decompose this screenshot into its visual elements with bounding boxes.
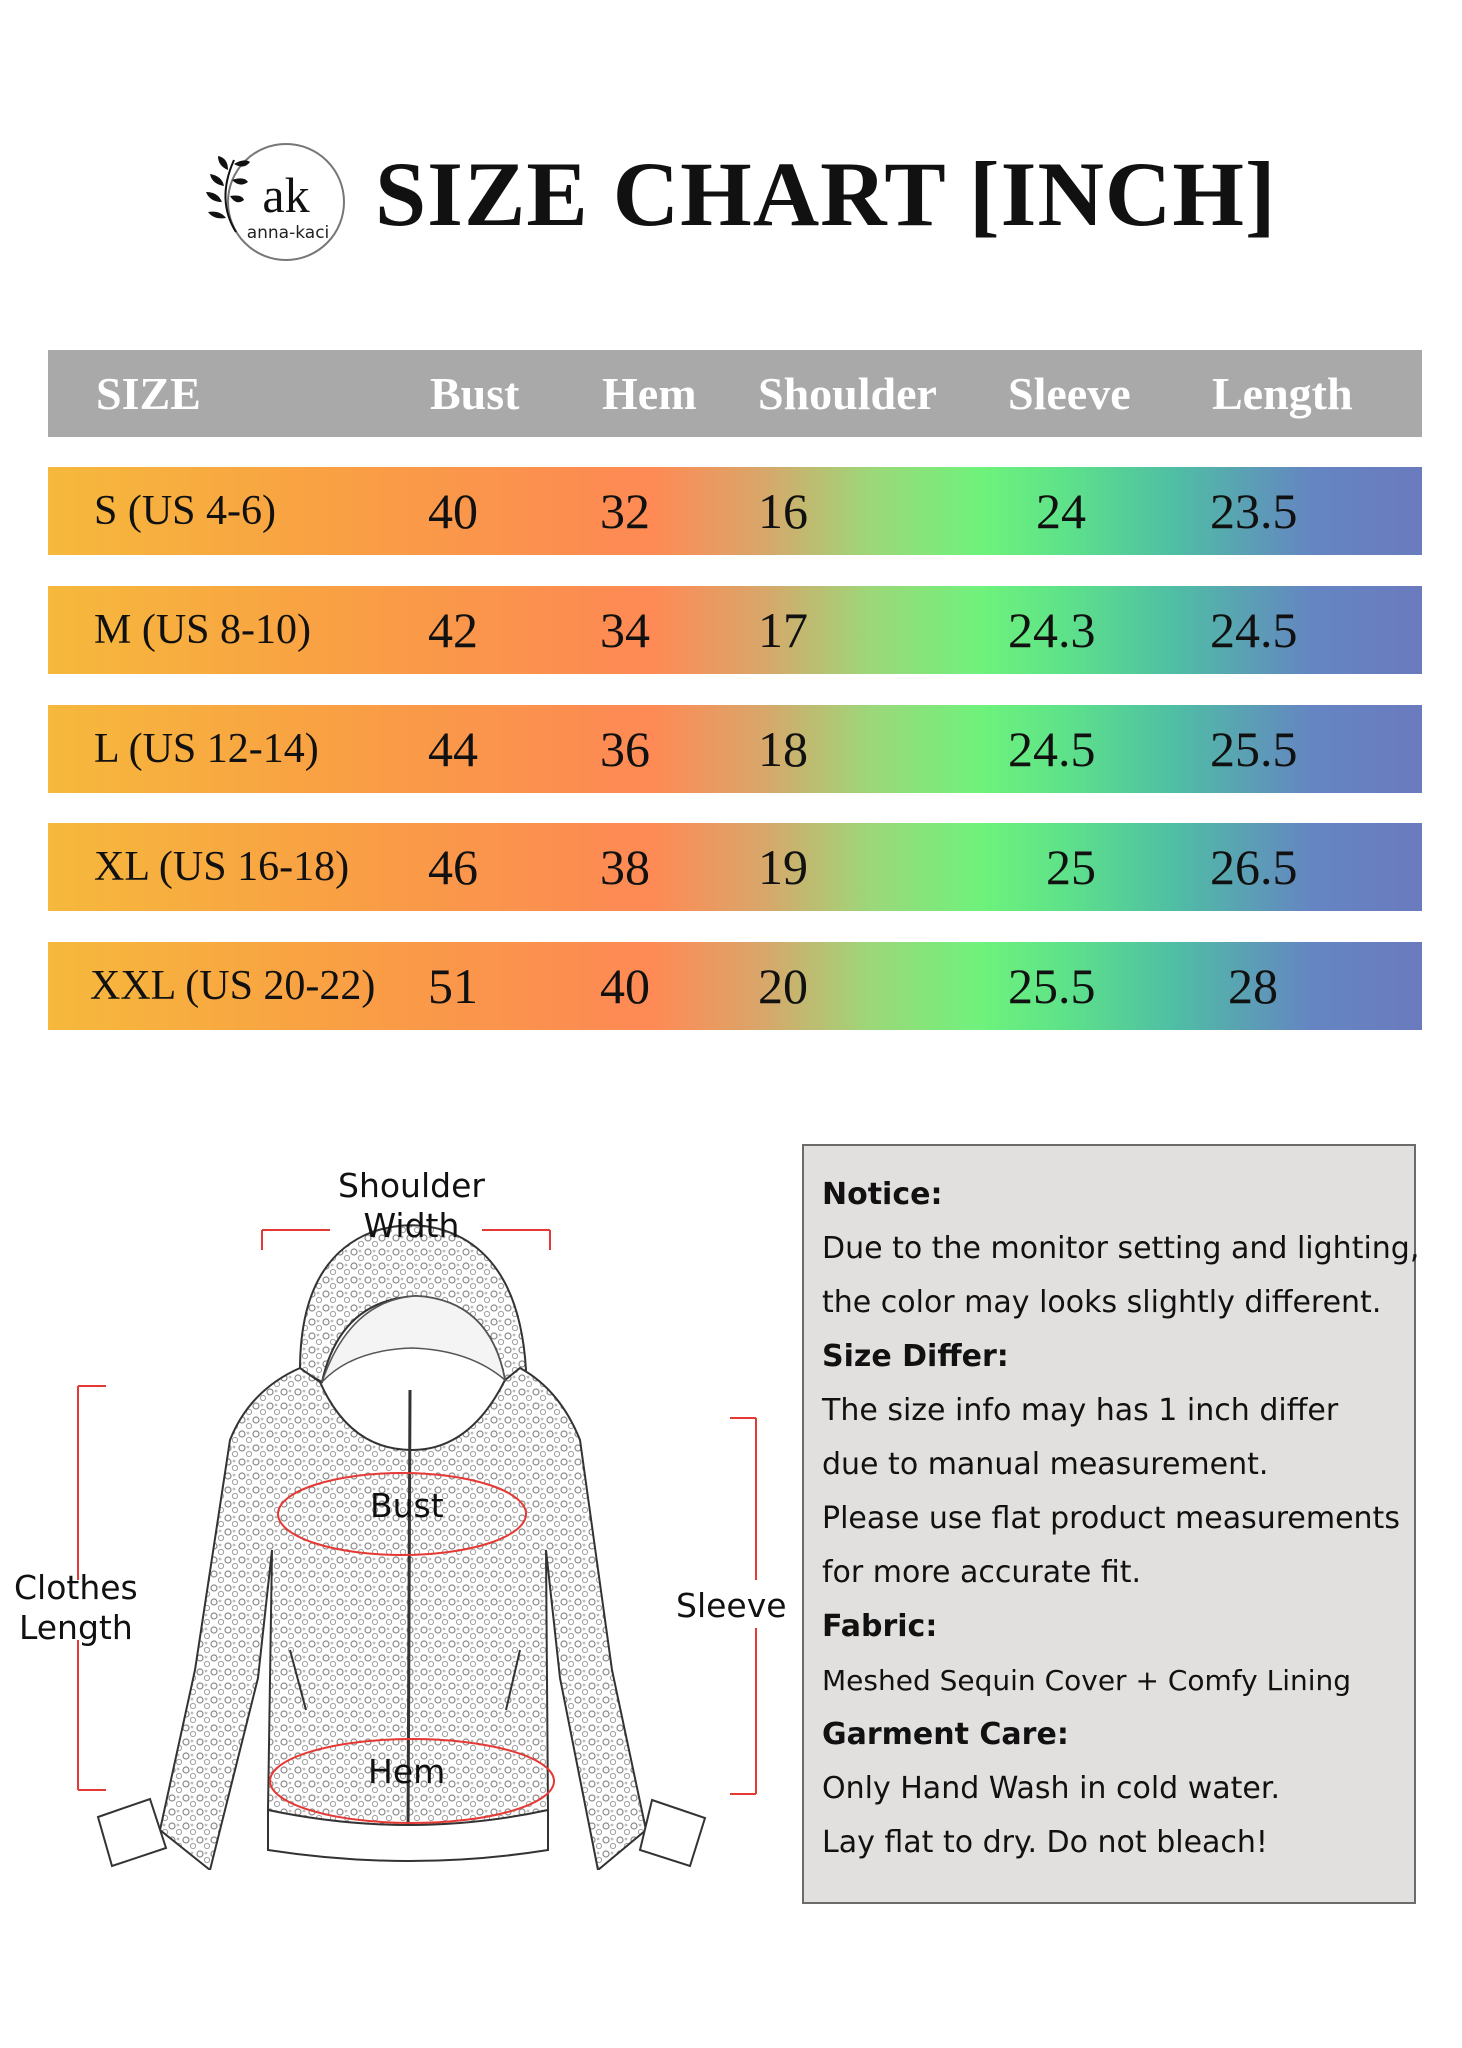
row-sleeve-value: 24 (1036, 483, 1086, 539)
table-row-s (48, 467, 1422, 555)
row-shoulder-value: 19 (758, 839, 808, 895)
page-title: SIZE CHART [INCH] (375, 143, 1277, 245)
row-size-label: L (US 12-14) (94, 726, 319, 772)
measurement-diagram (0, 1150, 800, 1870)
length-label-line2: Length (18, 1608, 133, 1647)
row-length-value: 28 (1228, 958, 1278, 1014)
row-length-value: 24.5 (1210, 602, 1298, 658)
row-length-value: 25.5 (1210, 721, 1298, 777)
row-size-label: M (US 8-10) (94, 607, 311, 653)
fabric-heading: Fabric: (822, 1609, 938, 1644)
size-differ-text: The size info may has 1 inch differ (822, 1393, 1339, 1428)
notice-text: the color may looks slightly different. (822, 1285, 1382, 1320)
table-row-l (48, 705, 1422, 793)
row-hem-value: 40 (600, 958, 650, 1014)
row-sleeve-value: 25.5 (1008, 958, 1096, 1014)
header-hem: Hem (602, 368, 697, 419)
row-sleeve-value: 24.5 (1008, 721, 1096, 777)
row-hem-value: 38 (600, 839, 650, 895)
size-differ-text: for more accurate fit. (822, 1555, 1142, 1590)
shoulder-width-label (338, 1166, 485, 1246)
header-size: SIZE (96, 368, 201, 419)
row-shoulder-value: 16 (758, 483, 808, 539)
size-differ-heading: Size Differ: (822, 1339, 1009, 1374)
row-bust-value: 42 (428, 602, 478, 658)
row-sleeve-value: 24.3 (1008, 602, 1096, 658)
notice-heading: Notice: (822, 1177, 943, 1212)
size-differ-text: Please use flat product measurements (822, 1501, 1400, 1536)
bust-label: Bust (370, 1486, 444, 1525)
length-label-line1: Clothes (14, 1568, 138, 1607)
row-length-value: 26.5 (1210, 839, 1298, 895)
row-bust-value: 46 (428, 839, 478, 895)
row-size-label: XXL (US 20-22) (90, 963, 376, 1009)
brand-name: anna-kaci (246, 223, 330, 243)
header-sleeve: Sleeve (1008, 368, 1131, 419)
garment-care-heading: Garment Care: (822, 1717, 1069, 1752)
header-bust: Bust (430, 368, 520, 419)
row-hem-value: 32 (600, 483, 650, 539)
row-length-value: 23.5 (1210, 483, 1298, 539)
row-shoulder-value: 18 (758, 721, 808, 777)
brand-monogram: ak (262, 167, 310, 223)
row-bust-value: 40 (428, 483, 478, 539)
size-table-header (48, 350, 1422, 437)
shoulder-label-line1: Shoulder (338, 1166, 485, 1205)
notice-text: Due to the monitor setting and lighting, (822, 1231, 1420, 1266)
brand-logo (198, 140, 348, 270)
header-length: Length (1212, 368, 1353, 419)
garment-care-text: Lay flat to dry. Do not bleach! (822, 1825, 1268, 1860)
table-row-m (48, 586, 1422, 674)
row-shoulder-value: 20 (758, 958, 808, 1014)
table-row-xxl (48, 942, 1422, 1030)
shoulder-label-line2: Width (363, 1206, 460, 1245)
row-shoulder-value: 17 (758, 602, 808, 658)
row-hem-value: 34 (600, 602, 650, 658)
clothes-length-label (14, 1568, 138, 1648)
fabric-text: Meshed Sequin Cover + Comfy Lining (822, 1664, 1352, 1697)
row-bust-value: 44 (428, 721, 478, 777)
row-size-label: S (US 4-6) (94, 488, 277, 534)
notice-box (802, 1144, 1420, 1904)
garment-care-text: Only Hand Wash in cold water. (822, 1771, 1280, 1806)
table-row-xl (48, 823, 1422, 911)
header-shoulder: Shoulder (758, 368, 937, 419)
size-differ-text: due to manual measurement. (822, 1447, 1269, 1482)
brand-logo-mark (198, 140, 348, 270)
row-sleeve-value: 25 (1046, 839, 1096, 895)
row-size-label: XL (US 16-18) (94, 844, 350, 890)
sleeve-label: Sleeve (676, 1586, 787, 1625)
hem-label: Hem (368, 1752, 446, 1791)
row-bust-value: 51 (428, 958, 478, 1014)
row-hem-value: 36 (600, 721, 650, 777)
